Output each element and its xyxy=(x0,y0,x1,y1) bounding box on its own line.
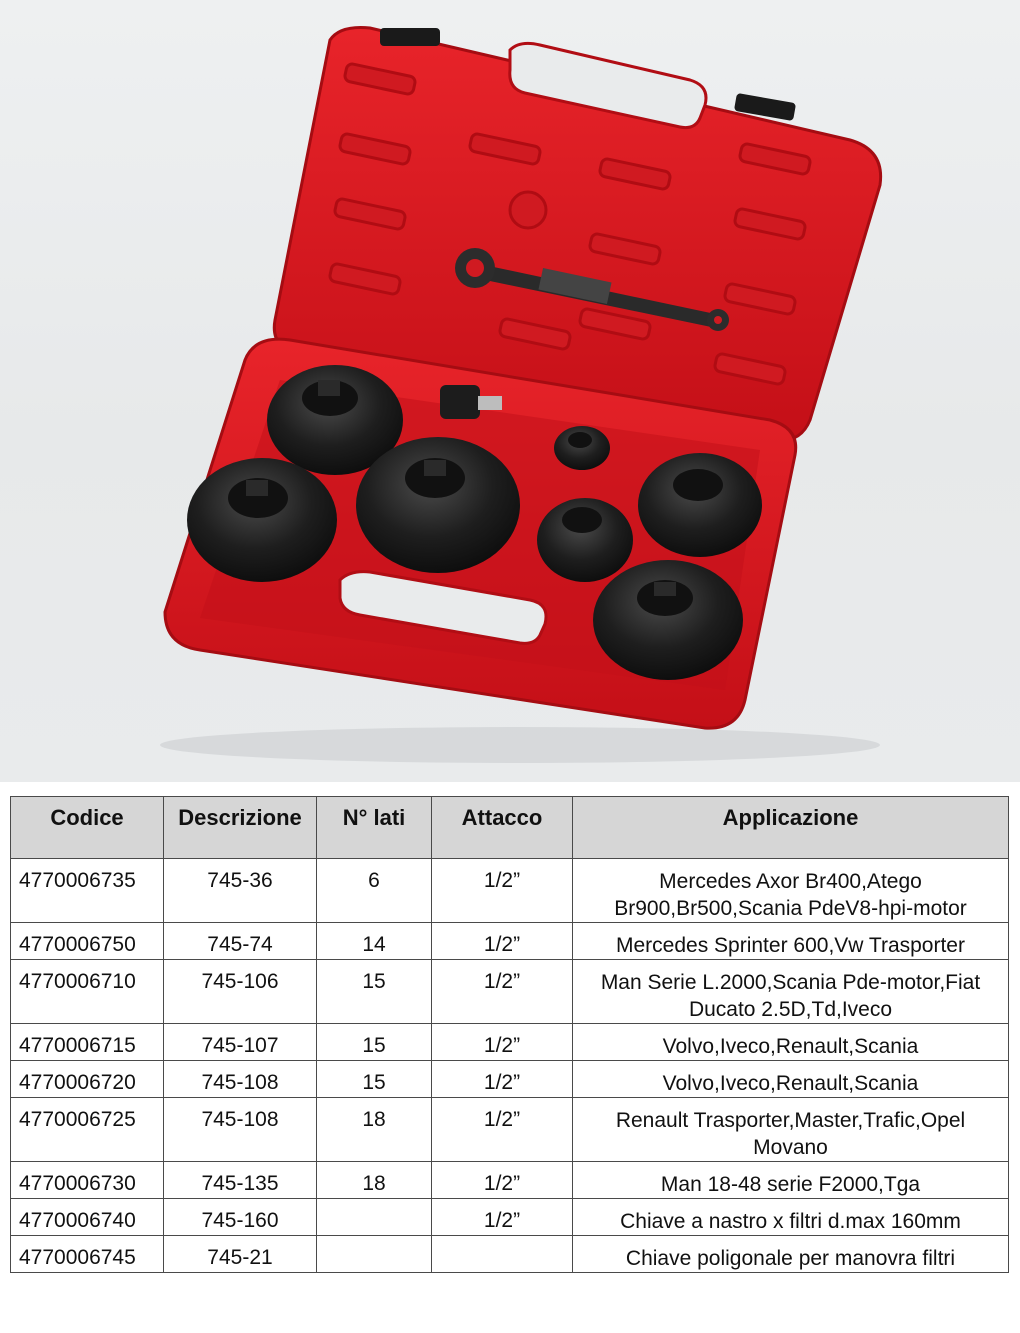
table-row xyxy=(11,859,1009,923)
cell-lati: 15 xyxy=(317,1024,432,1061)
cell-codice: 4770006735 xyxy=(11,859,164,923)
cell-attacco xyxy=(432,1236,573,1273)
cell-applicazione: Volvo,Iveco,Renault,Scania xyxy=(573,1061,1009,1098)
cell-applicazione: Chiave a nastro x filtri d.max 160mm xyxy=(573,1199,1009,1236)
cell-lati: 15 xyxy=(317,1061,432,1098)
cell-codice: 4770006740 xyxy=(11,1199,164,1236)
table-row xyxy=(11,1236,1009,1273)
cell-applicazione: Mercedes Sprinter 600,Vw Trasporter xyxy=(573,923,1009,960)
cell-lati xyxy=(317,1236,432,1273)
table-header-row xyxy=(11,797,1009,859)
cell-descrizione: 745-108 xyxy=(164,1098,317,1162)
header-descrizione: Descrizione xyxy=(164,797,317,859)
cell-descrizione: 745-107 xyxy=(164,1024,317,1061)
cell-descrizione: 745-36 xyxy=(164,859,317,923)
cell-codice: 4770006730 xyxy=(11,1162,164,1199)
cell-attacco: 1/2” xyxy=(432,1162,573,1199)
cell-codice: 4770006715 xyxy=(11,1024,164,1061)
table-row xyxy=(11,1162,1009,1199)
cell-lati: 15 xyxy=(317,960,432,1024)
cell-descrizione: 745-74 xyxy=(164,923,317,960)
cell-attacco: 1/2” xyxy=(432,1098,573,1162)
cell-descrizione: 745-106 xyxy=(164,960,317,1024)
cell-lati xyxy=(317,1199,432,1236)
cell-lati: 18 xyxy=(317,1098,432,1162)
cell-applicazione: Volvo,Iveco,Renault,Scania xyxy=(573,1024,1009,1061)
cell-lati: 6 xyxy=(317,859,432,923)
table-row xyxy=(11,1199,1009,1236)
cell-applicazione: Man Serie L.2000,Scania Pde-motor,Fiat Ducato 2.5D,Td,Iveco xyxy=(573,960,1009,1024)
cell-descrizione: 745-108 xyxy=(164,1061,317,1098)
cell-attacco: 1/2” xyxy=(432,1024,573,1061)
table-row xyxy=(11,1061,1009,1098)
product-spec-table xyxy=(10,796,1009,1273)
cell-descrizione: 745-21 xyxy=(164,1236,317,1273)
header-lati: N° lati xyxy=(317,797,432,859)
cell-lati: 18 xyxy=(317,1162,432,1199)
table-row xyxy=(11,1098,1009,1162)
header-attacco: Attacco xyxy=(432,797,573,859)
cell-descrizione: 745-135 xyxy=(164,1162,317,1199)
header-codice: Codice xyxy=(11,797,164,859)
cell-lati: 14 xyxy=(317,923,432,960)
header-applicazione: Applicazione xyxy=(573,797,1009,859)
cell-codice: 4770006750 xyxy=(11,923,164,960)
cell-codice: 4770006710 xyxy=(11,960,164,1024)
cell-codice: 4770006745 xyxy=(11,1236,164,1273)
cell-applicazione: Mercedes Axor Br400,Atego Br900,Br500,Scania PdeV8-hpi-motor xyxy=(573,859,1009,923)
cell-attacco: 1/2” xyxy=(432,859,573,923)
table-row xyxy=(11,1024,1009,1061)
cell-applicazione: Chiave poligonale per manovra filtri xyxy=(573,1236,1009,1273)
table-row xyxy=(11,923,1009,960)
cell-codice: 4770006720 xyxy=(11,1061,164,1098)
cell-codice: 4770006725 xyxy=(11,1098,164,1162)
cell-attacco: 1/2” xyxy=(432,960,573,1024)
cell-applicazione: Renault Trasporter,Master,Trafic,Opel Movano xyxy=(573,1098,1009,1162)
cell-attacco: 1/2” xyxy=(432,1061,573,1098)
cell-descrizione: 745-160 xyxy=(164,1199,317,1236)
table-row xyxy=(11,960,1009,1024)
cell-applicazione: Man 18-48 serie F2000,Tga xyxy=(573,1162,1009,1199)
cell-attacco: 1/2” xyxy=(432,923,573,960)
cell-attacco: 1/2” xyxy=(432,1199,573,1236)
